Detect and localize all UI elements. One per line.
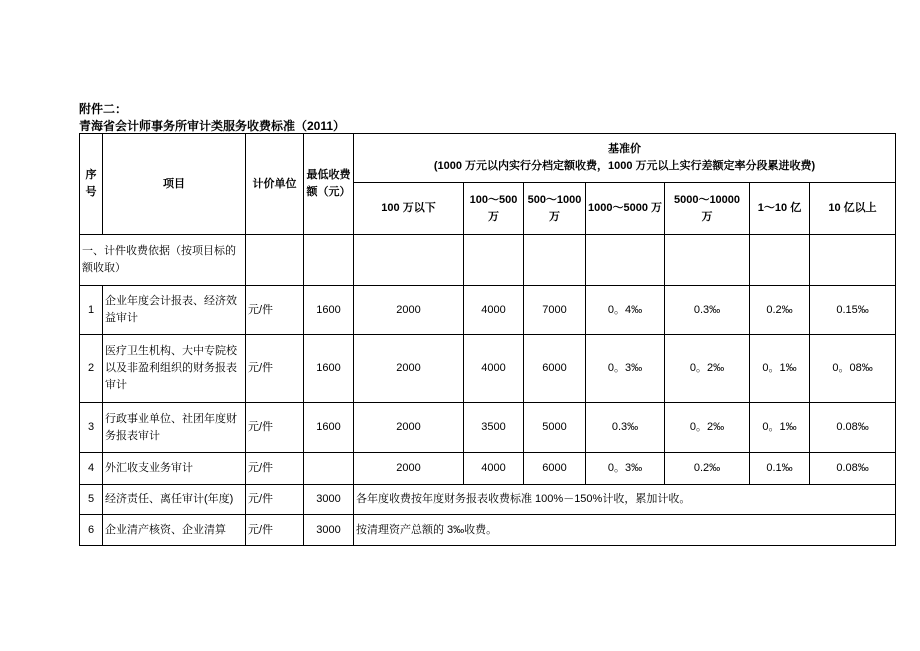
row-item: 医疗卫生机构、大中专院校以及非盈利组织的财务报表审计 <box>103 335 246 403</box>
row-item: 企业清产核资、企业清算 <box>103 515 246 546</box>
tier-header: 100～500 万 <box>464 183 524 235</box>
base-price-subtitle: (1000 万元以内实行分档定额收费，1000 万元以上实行差额定率分段累进收费) <box>433 160 816 172</box>
tier-header: 10 亿以上 <box>810 183 896 235</box>
annex-label: 附件二： <box>79 102 128 116</box>
row-item: 行政事业单位、社团年度财务报表审计 <box>103 403 246 453</box>
tier-header: 1～10 亿 <box>750 183 810 235</box>
fee-table <box>79 133 896 546</box>
tier-header: 5000～10000 万 <box>665 183 750 235</box>
table-row: 1 企业年度会计报表、经济效益审计 元/件 1600 2000 4000 7000 0。4‰ 0.3‰ 0.2‰ 0.15‰ <box>80 286 896 335</box>
row-note: 按清理资产总额的 3‰收费。 <box>354 515 896 546</box>
tier-header: 500～1000 万 <box>524 183 586 235</box>
row-item: 经济责任、离任审计(年度) <box>103 485 246 515</box>
table-row: 2 医疗卫生机构、大中专院校以及非盈利组织的财务报表审计 元/件 1600 2000 4000 6000 0。3‰ 0。2‰ 0。1‰ 0。08‰ <box>80 335 896 403</box>
row-item: 企业年度会计报表、经济效益审计 <box>103 286 246 335</box>
table-row: 6 企业清产核资、企业清算 元/件 3000 按清理资产总额的 3‰收费。 <box>80 515 896 546</box>
header-seq: 序号 <box>80 134 103 235</box>
tier-header: 100 万以下 <box>354 183 464 235</box>
header-unit: 计价单位 <box>246 134 304 235</box>
row-item: 外汇收支业务审计 <box>103 453 246 485</box>
row-note: 各年度收费按年度财务报表收费标准 100%－150%计收，累加计收。 <box>354 485 896 515</box>
tier-header: 1000～5000 万 <box>586 183 665 235</box>
table-row: 3 行政事业单位、社团年度财务报表审计 元/件 1600 2000 3500 5000 0.3‰ 0。2‰ 0。1‰ 0.08‰ <box>80 403 896 453</box>
section-label: 一、计件收费依据（按项目标的额收取） <box>80 235 246 286</box>
table-row: 5 经济责任、离任审计(年度) 元/件 3000 各年度收费按年度财务报表收费标准 100%－150%计收，累加计收。 <box>80 485 896 515</box>
header-base-price <box>354 134 896 183</box>
document-title: 青海省会计师事务所审计类服务收费标准（2011） <box>79 119 346 133</box>
base-price-title: 基准价 <box>608 143 642 155</box>
header-min-fee: 最低收费额（元） <box>304 134 354 235</box>
table-row: 4 外汇收支业务审计 元/件 2000 4000 6000 0。3‰ 0.2‰ 0.1‰ 0.08‰ <box>80 453 896 485</box>
header-item: 项目 <box>103 134 246 235</box>
